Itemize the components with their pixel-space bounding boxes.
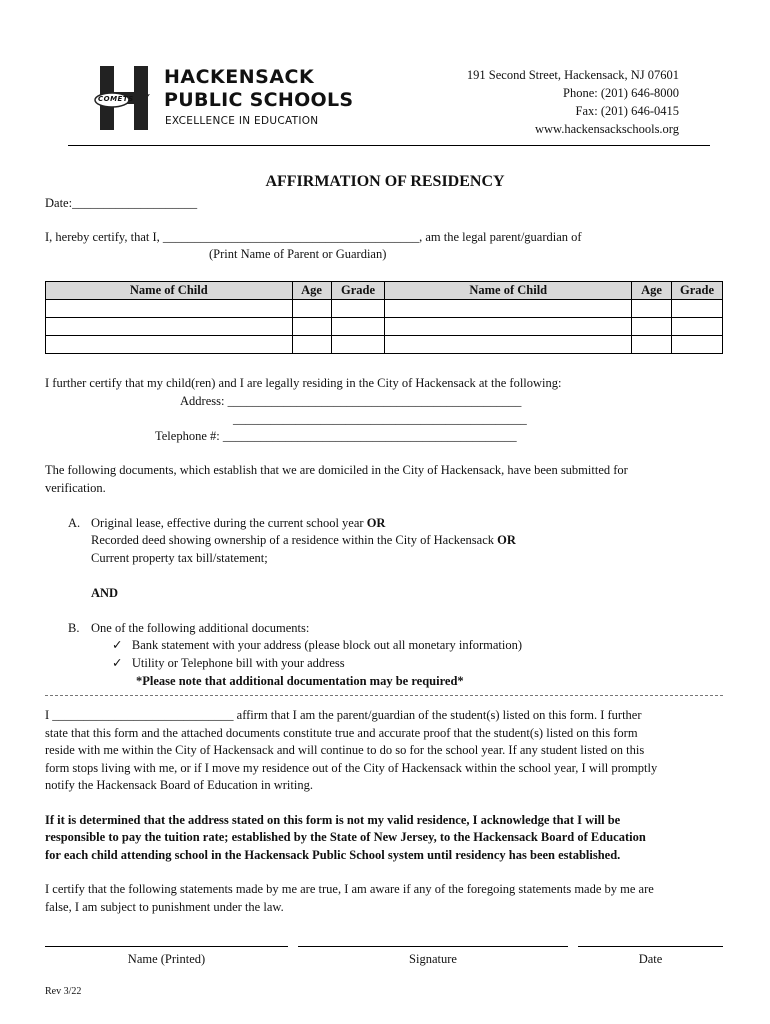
revision-label: Rev 3/22 — [45, 986, 82, 997]
address-field-line-2[interactable]: _______________________________________________ — [233, 412, 527, 426]
children-table-header — [46, 282, 723, 300]
name-printed-line[interactable] — [45, 946, 288, 947]
certify-parent-line[interactable]: I, hereby certify, that I, _________________________________________, am the legal parent/guardian of — [45, 230, 582, 244]
affirm-line-5: notify the Hackensack Board of Education in writing. — [45, 778, 313, 792]
telephone-field[interactable]: Telephone #: _______________________________________________ — [155, 429, 517, 443]
section-b-intro: One of the following additional documents: — [91, 621, 310, 635]
child-grade-cell[interactable] — [671, 336, 722, 354]
section-b-check-2-text: Utility or Telephone bill with your address — [131, 656, 345, 670]
section-b-check-1-text: Bank statement with your address (please block out all monetary information) — [131, 638, 523, 652]
child-name-cell[interactable] — [385, 300, 632, 318]
section-a-item-3: Current property tax bill/statement; — [91, 551, 268, 565]
section-b-check-1 — [112, 636, 522, 654]
child-age-cell[interactable] — [632, 300, 672, 318]
contact-phone: Phone: (201) 646-8000 — [563, 86, 679, 100]
signature-label: Signature — [409, 952, 457, 966]
child-grade-cell[interactable] — [671, 300, 722, 318]
affirm-line-3: reside with me within the City of Hackensack and will continue to do so for the school year. If any student listed on this — [45, 743, 645, 757]
col-name-of-child-2: Name of Child — [385, 282, 632, 300]
child-grade-cell[interactable] — [671, 318, 722, 336]
col-age-1: Age — [292, 282, 331, 300]
documents-intro: The following documents, which establish that we are domiciled in the City of Hackensack, have been submitted for — [45, 463, 628, 477]
table-row — [46, 336, 723, 354]
checkmark-icon: ✓ — [112, 638, 123, 652]
child-name-cell[interactable] — [385, 318, 632, 336]
date-field[interactable]: Date:____________________ — [45, 196, 198, 210]
child-grade-cell[interactable] — [331, 300, 385, 318]
col-grade-1: Grade — [331, 282, 385, 300]
section-a-item-1-text: Original lease, effective during the current school year — [91, 516, 364, 530]
header-divider — [68, 145, 710, 146]
further-certify-text: I further certify that my child(ren) and I are legally residing in the City of Hackensack at the following: — [45, 376, 562, 390]
documents-intro-cont: verification. — [45, 481, 106, 495]
child-name-cell[interactable] — [46, 318, 293, 336]
print-name-hint: (Print Name of Parent or Guardian) — [209, 247, 387, 261]
child-age-cell[interactable] — [292, 318, 331, 336]
affirm-line-2: state that this form and the attached documents constitute true and accurate proof that the student(s) listed on this form — [45, 726, 638, 740]
section-a-item-1 — [91, 514, 385, 532]
section-a-item-2-or: OR — [497, 533, 516, 547]
child-name-cell[interactable] — [46, 336, 293, 354]
warning-line-3: for each child attending school in the Hackensack Public School system until residency has been established. — [45, 848, 621, 862]
section-a-item-2-text: Recorded deed showing ownership of a residence within the City of Hackensack — [91, 533, 495, 547]
warning-line-2: responsible to pay the tuition rate; established by the State of New Jersey, to the Hackensack Board of Education — [45, 830, 646, 844]
date-label: Date — [638, 952, 663, 966]
col-grade-2: Grade — [671, 282, 722, 300]
child-age-cell[interactable] — [292, 300, 331, 318]
contact-fax: Fax: (201) 646-0415 — [575, 104, 679, 118]
children-table — [45, 281, 723, 354]
col-name-of-child-1: Name of Child — [46, 282, 293, 300]
checkmark-icon: ✓ — [112, 656, 123, 670]
section-a-item-1-or: OR — [366, 516, 386, 530]
contact-address: 191 Second Street, Hackensack, NJ 07601 — [466, 68, 679, 82]
section-b-marker: B. — [68, 621, 80, 635]
logo-badge-text: COMETS — [98, 95, 134, 103]
child-grade-cell[interactable] — [331, 318, 385, 336]
child-name-cell[interactable] — [46, 300, 293, 318]
affirm-line-4: form stops living with me, or if I move my residence out of the City of Hackensack within the school year, I will promptly — [45, 761, 658, 775]
child-age-cell[interactable] — [632, 318, 672, 336]
warning-line-1: If it is determined that the address stated on this form is not my valid residence, I acknowledge that I will be — [45, 813, 621, 827]
table-row — [46, 300, 723, 318]
signature-line[interactable] — [298, 946, 568, 947]
logo-line-1: HACKENSACK — [164, 66, 315, 88]
section-a-item-2 — [91, 531, 516, 549]
child-age-cell[interactable] — [632, 336, 672, 354]
section-b-check-2 — [112, 654, 345, 672]
date-line[interactable] — [578, 946, 723, 947]
additional-docs-note: *Please note that additional documentation may be required* — [136, 674, 464, 688]
logo-line-2: PUBLIC SCHOOLS — [164, 89, 354, 111]
section-a-marker: A. — [68, 516, 81, 530]
certify-truth-line-2: false, I am subject to punishment under the law. — [45, 900, 284, 914]
form-title: AFFIRMATION OF RESIDENCY — [265, 173, 505, 190]
contact-website: www.hackensackschools.org — [534, 122, 679, 136]
table-row — [46, 318, 723, 336]
district-logo — [94, 64, 379, 134]
child-grade-cell[interactable] — [331, 336, 385, 354]
child-name-cell[interactable] — [385, 336, 632, 354]
logo-tagline: EXCELLENCE IN EDUCATION — [165, 115, 319, 127]
address-field[interactable]: Address: _______________________________________________ — [180, 394, 522, 408]
name-printed-label: Name (Printed) — [127, 952, 206, 966]
child-age-cell[interactable] — [292, 336, 331, 354]
col-age-2: Age — [632, 282, 672, 300]
section-divider — [45, 695, 723, 696]
and-label: AND — [91, 586, 119, 600]
affirm-line-1[interactable]: I _____________________________ affirm that I am the parent/guardian of the student(s) listed on this form. I further — [45, 708, 642, 722]
certify-truth-line-1: I certify that the following statements made by me are true, I am aware if any of the foregoing statements made by me are — [45, 882, 654, 896]
